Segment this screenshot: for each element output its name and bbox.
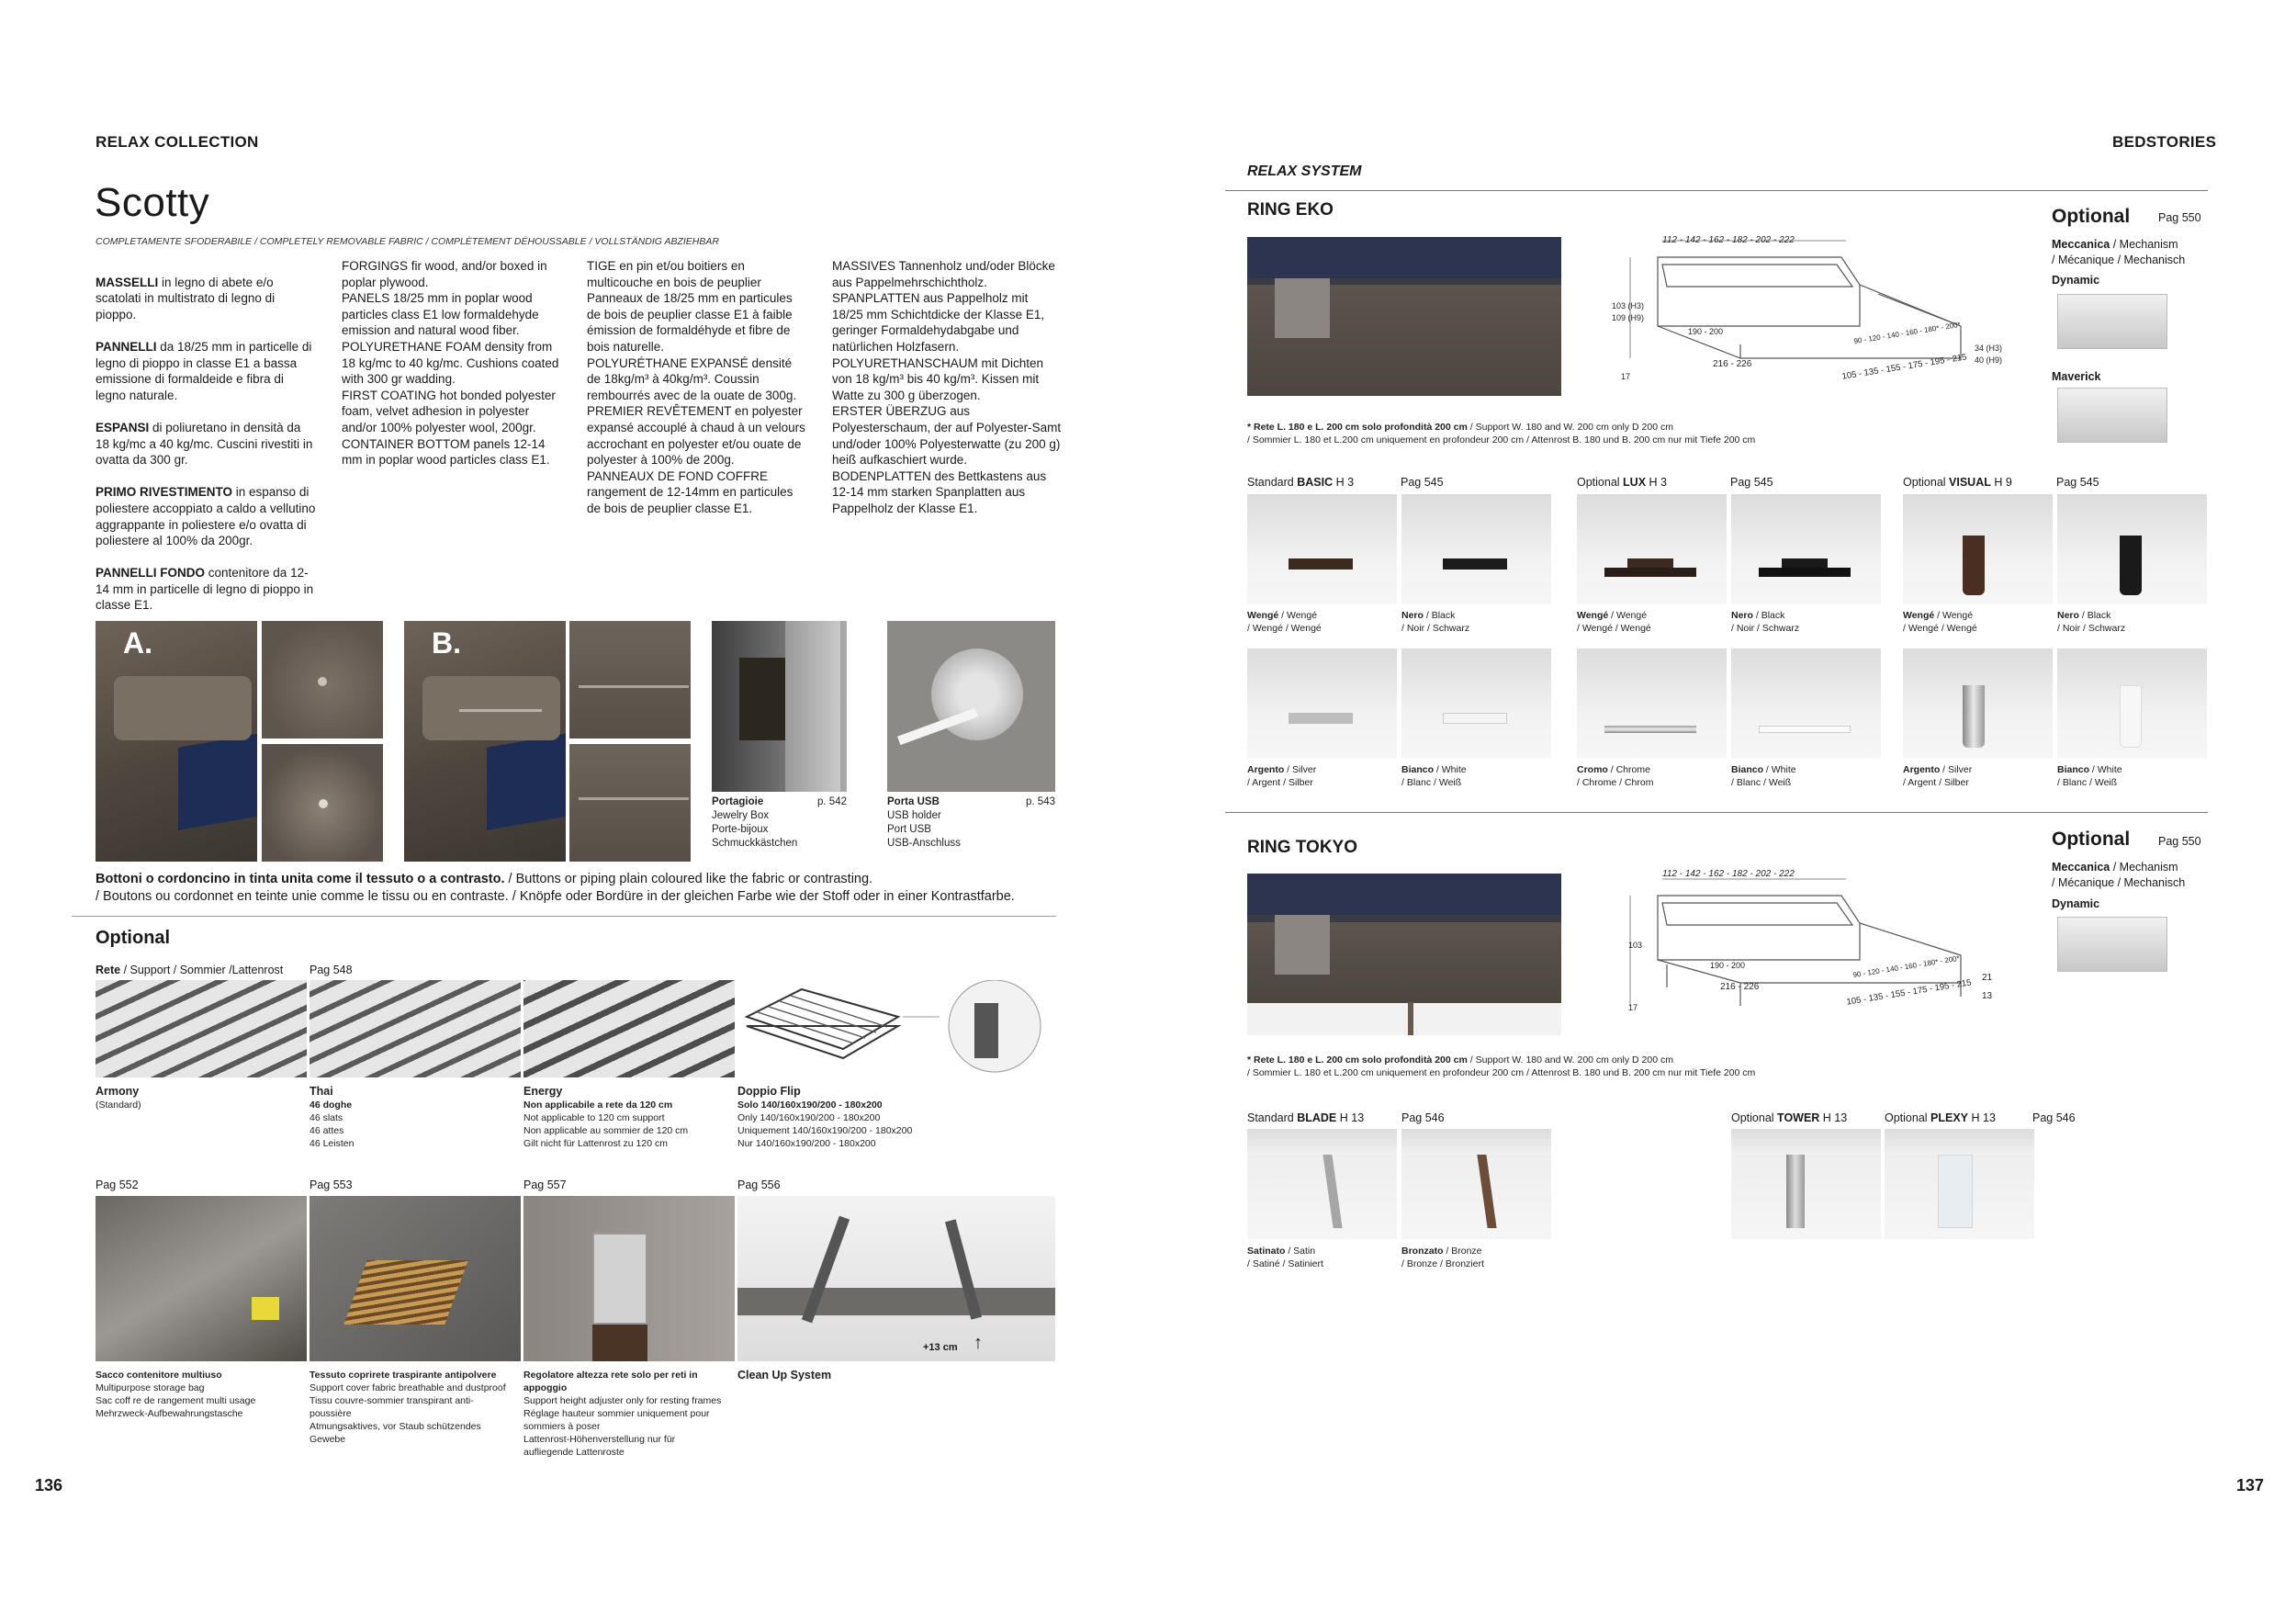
usb-port-caption: Porta USB p. 543 USB holder Port USB USB-Anschluss [887, 796, 1055, 849]
it-pannelli: PANNELLI da 18/25 mm in particelle di legno di pioppo in classe E1 a bassa emissione di formaldeide e fibra di legno naturale. [96, 339, 312, 402]
left-header: RELAX COLLECTION [96, 133, 259, 151]
ring-tokyo-title: RING TOKYO [1247, 838, 1357, 857]
foot-visual-white [2057, 648, 2207, 759]
net-thai-photo [310, 980, 521, 1077]
plexy-label: Optional PLEXY H 13 [1885, 1111, 1996, 1124]
foot-visual-silver [1903, 648, 2053, 759]
clean-up-note: +13 cm [923, 1342, 958, 1353]
eko-note: * Rete L. 180 e L. 200 cm solo profondità 200 cm / Support W. 180 and W. 200 cm only D 200 cm / Sommier L. 180 et L.200 cm uniquement en profondeur 200 cm / Attenrost B. 180 und B. 200 cm nur mit Tiefe 200 cm [1247, 422, 1756, 445]
foot-basic-wenge [1247, 494, 1397, 604]
variant-b-detail-2 [569, 744, 691, 862]
net-doppio-flip-drawing [737, 980, 1055, 1077]
foot-lux-wenge [1577, 494, 1727, 604]
eko-dims-h: 103 (H3) 109 (H9) [1612, 301, 1645, 322]
finish-r2-2: Bianco / White / Blanc / Weiß [1401, 764, 1467, 788]
finish-r2-4: Bianco / White / Blanc / Weiß [1731, 764, 1796, 788]
eko-dim-90: 90 - 120 - 140 - 160 - 180* - 200* [1852, 320, 1962, 346]
tokyo-dim-21: 21 [1982, 973, 1993, 983]
tokyo-note: * Rete L. 180 e L. 200 cm solo profondità 200 cm / Support W. 180 and W. 200 cm only D 200 cm / Sommier L. 180 et L.200 cm uniquement en profondeur 200 cm / Attenrost B. 180 und B. 200 cm nur mit Tiefe 200 cm [1247, 1054, 1756, 1078]
it-pannelli-fondo: PANNELLI FONDO contenitore da 12-14 mm in particelle di legno di pioppo in classe E1. [96, 566, 314, 613]
rete-label: Rete / Support / Sommier /Lattenrost [96, 964, 284, 976]
tokyo-dim-90: 90 - 120 - 140 - 160 - 180* - 200* [1851, 953, 1961, 980]
finish-r2-6: Bianco / White / Blanc / Weiß [2057, 764, 2122, 788]
description-fr: TIGE en pin et/ou boitiers en multicouche en bois de peuplier Panneaux de 18/25 mm en particules de bois de peuplier classe E1 à faible émission de formaldéhyde et fibre de bois naturelle. POLYURÉTHANE EXPANSÉ densité de 18kg/m³ à 40kg/m³. Coussin rembourrés avec de la ouate de 300g. PREMIER REVÊTEMENT en polyester expansé accouplé à chaud à un velours accrochant en polyester et/ou ouate de polyester à 100% de 200g. PANNEAUX DE FOND COFFRE rangement de 12-14mm en particules de bois de peuplier classe E1. [587, 259, 805, 515]
ring-eko-drawing [1612, 230, 2007, 395]
net-energy-caption: Energy Non applicabile a rete da 120 cm Not applicable to 120 cm support Non applicable au sommier de 120 cm Gilt nicht für Lattenrost zu 120 cm [523, 1085, 689, 1149]
storage-bag-photo [96, 1196, 307, 1361]
tokyo-optional-title: Optional [2052, 829, 2131, 850]
clean-up-system-photo [737, 1196, 1055, 1361]
acc-3-page: Pag 557 [523, 1179, 567, 1191]
finish-r1-3: Wengé / Wengé / Wengé / Wengé [1577, 610, 1651, 634]
buttons-note: Bottoni o cordoncino in tinta unita come il tessuto o a contrasto. / Buttons or piping plain coloured like the fabric or contrasting. / Boutons ou cordonnet en teinte unie comme le tissu ou en contraste. / Knöpfe oder Bordüre in der gleichen Farbe wie der Stoff oder in einer Kontrastfarbe. [96, 872, 1015, 904]
eko-dim-216: 216 - 226 [1713, 359, 1752, 369]
jewelry-box-photo [712, 621, 847, 792]
tower-label: Optional TOWER H 13 [1731, 1111, 1848, 1124]
foot-plexy [1885, 1129, 2034, 1239]
eko-dynamic-label: Dynamic [2052, 274, 2100, 287]
feet-visual-page: Pag 545 [2056, 476, 2099, 489]
eko-mech-label: Meccanica / Mechanism / Mécanique / Mechanisch [2052, 238, 2186, 266]
finish-r1-1: Wengé / Wengé / Wengé / Wengé [1247, 610, 1322, 634]
finish-r1-6: Nero / Black / Noir / Schwarz [2057, 610, 2126, 634]
jewelry-box-caption: Portagioie p. 542 Jewelry Box Porte-bijoux Schmuckkästchen [712, 796, 847, 849]
net-thai-caption: Thai 46 doghe 46 slats 46 attes 46 Leisten [310, 1085, 355, 1149]
foot-blade-satin [1247, 1129, 1397, 1239]
relax-system-title: RELAX SYSTEM [1247, 164, 1362, 179]
eko-dim-190: 190 - 200 [1688, 327, 1724, 336]
tokyo-dim-13: 13 [1982, 991, 1993, 1001]
finish-r2-3: Cromo / Chrome / Chrome / Chrom [1577, 764, 1654, 788]
foot-visual-wenge [1903, 494, 2053, 604]
foot-lux-white [1731, 648, 1881, 759]
eko-dims-top: 112 - 142 - 162 - 182 - 202 - 222 [1662, 235, 1795, 245]
foot-tower [1731, 1129, 1881, 1239]
description-en: FORGINGS fir wood, and/or boxed in poplar plywood. PANELS 18/25 mm in poplar wood particles class E1 low formaldehyde emission and natural wood fiber. POLYURETHANE FOAM density from 18 kg/mc to 40 kg/mc. Cushions coated with 300 gr wadding. FIRST COATING hot bonded polyester foam, velvet adhesion in polyester and/or 100% polyester wool, 200gr. CONTAINER BOTTOM panels 12-14 mm in poplar wood particles class E1. [342, 259, 559, 468]
eko-dim-105: 105 - 135 - 155 - 175 - 195 - 215 [1840, 352, 1968, 382]
product-title: Scotty [95, 180, 210, 225]
finish-r2-5: Argento / Silver / Argent / Silber [1903, 764, 1973, 788]
eko-dim-34: 34 (H3) 40 (H9) [1975, 344, 2003, 365]
finish-r1-2: Nero / Black / Noir / Schwarz [1401, 610, 1470, 634]
description-it [96, 258, 316, 614]
acc-1-page: Pag 552 [96, 1179, 139, 1191]
blade-satin-caption: Satinato / Satin / Satiné / Satiniert [1247, 1246, 1323, 1269]
variant-a-detail-2 [262, 744, 383, 862]
foot-visual-black [2057, 494, 2207, 604]
feet-visual-label: Optional VISUAL H 9 [1903, 476, 2012, 489]
blade-page: Pag 546 [1401, 1111, 1445, 1124]
it-primo-rivestimento: PRIMO RIVESTIMENTO in espanso di poliestere accoppiato a caldo a vellutino aggrappante in poliestere e/o ovatta di poliestere al 100% da 200gr. [96, 485, 316, 548]
tokyo-dynamic-mechanism [2057, 917, 2167, 972]
height-adjuster-photo [523, 1196, 735, 1361]
foot-lux-chrome [1577, 648, 1727, 759]
variant-a-label: A. [123, 626, 152, 660]
feet-basic-page: Pag 545 [1401, 476, 1444, 489]
net-energy-photo [523, 980, 735, 1077]
it-masselli: MASSELLI in legno di abete e/o scatolati in multistrato di legno di pioppo. [96, 275, 276, 321]
eko-maverick-label: Maverick [2052, 370, 2101, 383]
variant-a-detail-1 [262, 621, 383, 739]
usb-port-photo [887, 621, 1055, 792]
tokyo-dim-17: 17 [1628, 1003, 1638, 1012]
ring-tokyo-drawing [1612, 868, 2007, 1033]
tokyo-dim-190: 190 - 200 [1710, 961, 1746, 970]
optional-title: Optional [96, 928, 171, 948]
tokyo-dim-103: 103 [1628, 941, 1643, 950]
net-doppio-flip-caption: Doppio Flip Solo 140/160x190/200 - 180x200 Only 140/160x190/200 - 180x200 Uniquement 140/160x190/200 - 180x200 Nur 140/160x190/200 - 180x200 [737, 1085, 913, 1149]
right-header: BEDSTORIES [2112, 133, 2217, 151]
acc-3-caption: Regolatore altezza rete solo per reti in appoggio Support height adjuster only for resting frames Réglage hauteur sommier uniquement pour sommiers à poser Lattenrost-Höhenverstellung nur für aufliegende Lattenroste [523, 1370, 722, 1458]
product-subtitle: COMPLETAMENTE SFODERABILE / COMPLETELY REMOVABLE FABRIC / COMPLÈTEMENT DÉHOUSSABLE / VOLLSTÄNDIG ABZIEHBAR [96, 236, 719, 247]
eko-maverick-mechanism [2057, 388, 2167, 443]
eko-dynamic-mechanism [2057, 294, 2167, 349]
acc-4-caption: Clean Up System [737, 1369, 832, 1382]
finish-r1-4: Nero / Black / Noir / Schwarz [1731, 610, 1800, 634]
eko-dim-17: 17 [1621, 372, 1631, 381]
finish-r2-1: Argento / Silver / Argent / Silber [1247, 764, 1317, 788]
eko-optional-page: Pag 550 [2158, 211, 2201, 224]
feet-lux-label: Optional LUX H 3 [1577, 476, 1667, 489]
variant-b-photo [404, 621, 566, 862]
foot-blade-bronze [1401, 1129, 1551, 1239]
right-page-number: 137 [2236, 1476, 2265, 1494]
up-arrow-icon: ↑ [974, 1333, 983, 1353]
rete-page: Pag 548 [310, 964, 353, 976]
tokyo-dim-105: 105 - 135 - 155 - 175 - 195 - 215 [1845, 977, 1973, 1008]
eko-optional-title: Optional [2052, 206, 2131, 227]
ring-eko-title: RING EKO [1247, 200, 1334, 220]
tokyo-optional-page: Pag 550 [2158, 835, 2201, 848]
plexy-page: Pag 546 [2032, 1111, 2076, 1124]
tokyo-dim-216: 216 - 226 [1720, 982, 1760, 992]
tokyo-mech-label: Meccanica / Mechanism / Mécanique / Mechanisch [2052, 861, 2186, 889]
it-espansi: ESPANSI di poliuretano in densità da 18 kg/mc a 40 kg/mc. Cuscini rivestiti in ovatta da 300 gr. [96, 420, 313, 468]
ring-eko-photo [1247, 237, 1561, 396]
net-armony-caption: Armony (Standard) [96, 1085, 141, 1111]
description-de: MASSIVES Tannenholz und/oder Blöcke aus Pappelmehrschichtholz. SPANPLATTEN aus Pappelholz mit 18/25 mm Schichtdicke der Klasse E1, geringer Formaldehydabgabe und natürlichen Holzfasern. POLYURETHANSCHAUM mit Dichten von 18 kg/m³ bis 40 kg/m³. Kissen mit Watte zu 300 g überzogen. ERSTER ÜBERZUG aus Polyesterschaum, der auf Polyester-Samt und/oder 100% Polyesterwatte (zu 200 g) heiß aufkaschiert wurde. BODENPLATTEN des Bettkastens aus 12-14 mm starken Spanplatten aus Pappelholz der Klasse E1. [832, 259, 1062, 515]
ring-tokyo-photo [1247, 874, 1561, 1035]
acc-2-page: Pag 553 [310, 1179, 353, 1191]
acc-1-caption: Sacco contenitore multiuso Multipurpose storage bag Sac coff re de rangement multi usage Mehrzweck-Aufbewahrungstasche [96, 1370, 256, 1419]
feet-lux-page: Pag 545 [1730, 476, 1773, 489]
blade-bronze-caption: Bronzato / Bronze / Bronze / Bronziert [1401, 1246, 1484, 1269]
optional-divider [72, 916, 1056, 917]
blade-label: Standard BLADE H 13 [1247, 1111, 1365, 1124]
variant-b-label: B. [432, 626, 461, 660]
variant-b-detail-1 [569, 621, 691, 739]
foot-lux-black [1731, 494, 1881, 604]
foot-basic-silver [1247, 648, 1397, 759]
tokyo-divider [1225, 812, 2208, 813]
finish-r1-5: Wengé / Wengé / Wengé / Wengé [1903, 610, 1977, 634]
relax-divider [1225, 190, 2208, 191]
feet-basic-label: Standard BASIC H 3 [1247, 476, 1355, 489]
foot-basic-white [1401, 648, 1551, 759]
variant-a-photo [96, 621, 257, 862]
net-armony-photo [96, 980, 307, 1077]
tokyo-dynamic-label: Dynamic [2052, 897, 2100, 910]
cover-fabric-photo [310, 1196, 521, 1361]
acc-4-page: Pag 556 [737, 1179, 781, 1191]
left-page-number: 136 [35, 1476, 63, 1494]
acc-2-caption: Tessuto coprirete traspirante antipolvere Support cover fabric breathable and dustproof Tissu couvre-sommier transpirant anti- poussière Atmungsaktives, vor Staub schützendes Gewebe [310, 1370, 506, 1445]
tokyo-dims-top: 112 - 142 - 162 - 182 - 202 - 222 [1662, 869, 1795, 879]
foot-basic-black [1401, 494, 1551, 604]
